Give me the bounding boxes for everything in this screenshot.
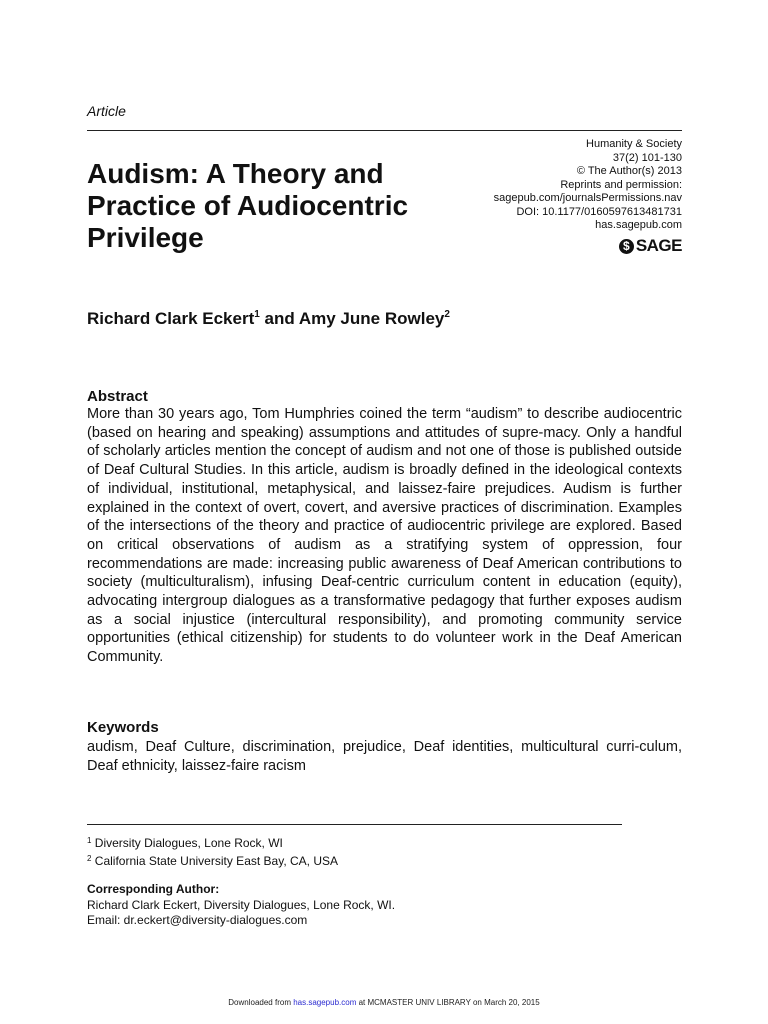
author-2-name: Amy June Rowley (298, 309, 445, 328)
keywords-heading: Keywords (87, 719, 159, 736)
affiliation-2-mark: 2 (87, 854, 92, 863)
corresponding-author-block (87, 882, 395, 929)
author-2-affiliation-mark: 2 (444, 309, 450, 320)
title-line-1: Audism: A Theory and (87, 158, 384, 189)
title-line-3: Privilege (87, 222, 204, 253)
publisher-logo (619, 236, 682, 256)
author-conjunction: and (259, 309, 299, 328)
abstract-text: More than 30 years ago, Tom Humphries coined the term “audism” to describe audiocentric (based on hearing and speaking) assumptions and attitudes of supre-macy. Only a handful of scholarly articles mention the concept of audism and not one of those is published outside of Deaf Cultural Studies. In this article, audism is broadly defined in the ideological contexts of individual, institutional, metaphysical, and laissez-faire prejudices. Audism is further explained in the context of overt, covert, and aversive practices of discrimination. Examples of the intersections of the theory and practice of audiocentric privilege are explored. Based on critical observations of audism as a stratifying system of oppression, four recommendations are made: increasing public awareness of Deaf American contributions to society (multiculturalism), infusing Deaf-centric curriculum content in education (equity), advocating intergroup dialogues as a transformative pedagogy that further exposes audism as a social injustice (intercultural responsibility), and promoting community service opportunities (ethical citizenship) for students to do volunteer work in the Deaf American Community. (87, 406, 682, 666)
footnote-rule (87, 824, 622, 825)
corresponding-author-label: Corresponding Author: (87, 882, 220, 896)
affiliation-1-mark: 1 (87, 836, 92, 845)
affiliation-2-text: California State University East Bay, CA, USA (94, 854, 338, 868)
affiliation-1 (87, 833, 338, 851)
download-suffix: at MCMASTER UNIV LIBRARY on March 20, 2015 (356, 998, 540, 1007)
author-1-affiliation-mark: 1 (254, 309, 260, 320)
title-line-2: Practice of Audiocentric (87, 190, 409, 221)
reprints-label: Reprints and permission: (560, 178, 682, 191)
article-title (87, 158, 477, 254)
corresponding-author-email[interactable]: Email: dr.eckert@diversity-dialogues.com (87, 913, 308, 927)
corresponding-author-address: Richard Clark Eckert, Diversity Dialogues, Lone Rock, WI. (87, 897, 396, 912)
author-1-name: Richard Clark Eckert (87, 309, 255, 328)
download-prefix: Downloaded from (228, 998, 294, 1007)
journal-volume: 37(2) 101-130 (612, 151, 682, 164)
affiliation-2 (87, 851, 338, 869)
header-rule (87, 130, 682, 131)
abstract-heading: Abstract (87, 388, 148, 405)
download-source-link[interactable]: has.sagepub.com (293, 998, 357, 1007)
affiliation-1-text: Diversity Dialogues, Lone Rock, WI (94, 836, 283, 850)
sage-logo-icon: $ (619, 239, 634, 254)
affiliations-block (87, 833, 338, 869)
publisher-name: SAGE (635, 236, 682, 255)
author-line (87, 309, 450, 329)
permissions-link[interactable]: sagepub.com/journalsPermissions.nav (493, 192, 682, 204)
journal-info-block (494, 138, 682, 233)
copyright-line: © The Author(s) 2013 (576, 165, 682, 177)
journal-site-link[interactable]: has.sagepub.com (595, 219, 682, 231)
keywords-text: audism, Deaf Culture, discrimination, prejudice, Deaf identities, multicultural curri-culum, Deaf ethnicity, laissez-faire racism (87, 739, 682, 774)
article-type-label: Article (87, 103, 126, 119)
download-footer (0, 998, 768, 1007)
doi-line[interactable]: DOI: 10.1177/0160597613481731 (516, 205, 682, 218)
journal-name: Humanity & Society (586, 138, 682, 150)
